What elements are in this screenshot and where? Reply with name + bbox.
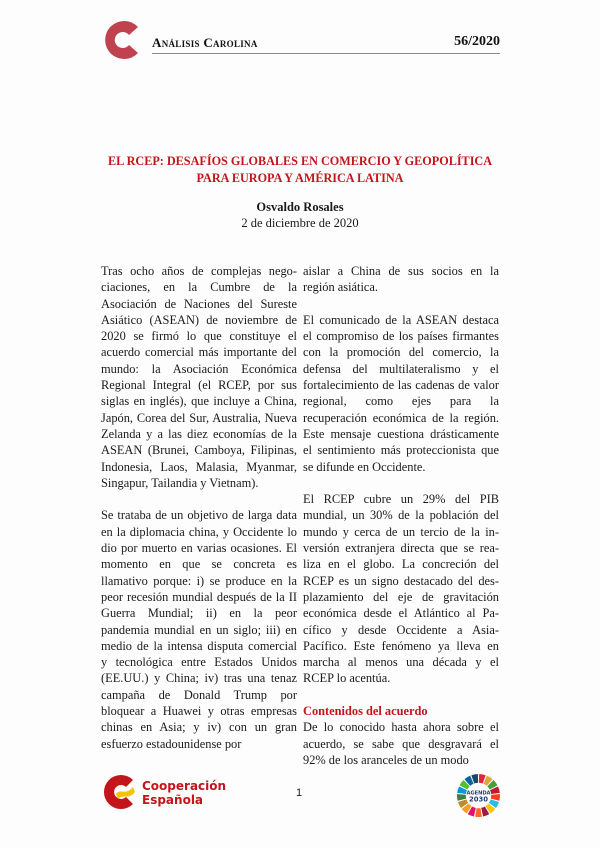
agenda-ring-segment [491, 794, 500, 801]
footer-brand [142, 779, 226, 807]
footer-brand-line-2: Española [142, 793, 204, 807]
issue-number: 56/2020 [454, 34, 500, 49]
footer-brand-line-1: Cooperación [142, 779, 227, 793]
publication-name: Análisis Carolina [152, 35, 258, 50]
author-name: Osvaldo Rosales [256, 200, 344, 214]
carolina-logo-icon [100, 18, 144, 62]
publication-date: 2 de diciembre de 2020 [241, 216, 359, 230]
page-header [152, 33, 500, 54]
agenda-ring-segment [475, 808, 482, 817]
agenda-year: 2030 [468, 795, 489, 804]
cooperacion-espanola-logo-icon [100, 772, 140, 812]
left-column [101, 263, 297, 752]
page-number: 1 [296, 787, 303, 799]
paragraph: Se trataba de un objetivo de larga data en la diplomacia china, y Occidente lo dio por muerto en varias ocasiones. El momento en que se concreta es llamativo porque: i) se produce en la peor recesión mundial después de la II Guerra Mundial; ii) en la peor pandemia mundial en un siglo; iii) en medio de la intensa disputa comercial y tecnológica entre Estados Unidos (EE.UU.) y China; iv) tras una tenaz campaña de Donald Trump por bloquear a Huawei y otras empresas chinas en Asia; y iv) con un gran esfuerzo estadounidense por [101, 508, 297, 751]
section-heading: Contenidos del acuerdo [303, 704, 428, 719]
title-line-1: EL RCEP: DESAFÍOS GLOBALES EN COMERCIO Y GEOPOLÍTICA [107, 154, 493, 168]
paragraph: El comunicado de la ASEAN destaca el compromiso de los países firmantes con la promoción del comercio, la defensa del multilateralismo y el fortalecimiento de las cadenas de valor regional, como ejes para la recuperación económica de la región. Este mensaje cuestiona drásticamente el sentimiento más proteccionista que se difunde en Occidente. [303, 312, 499, 474]
title-line-2: PARA EUROPA Y AMÉRICA LATINA [196, 171, 404, 185]
paragraph: El RCEP cubre un 29% del PIB mundial, un 30% de la población del mundo y cerca de un tercio de la inversión extranjera directa que se realiza en el globo. La concreción del RCEP es un signo destacado del desplazamiento del eje de gravitación económica desde el Atlántico al Pacífico y desde Occidente a Asia-Pacífico. Este fenómeno ya lleva en marcha al menos una década y el RCEP lo acentúa. [303, 492, 499, 686]
agenda-label: AGENDA [466, 790, 491, 797]
right-column [303, 263, 499, 768]
article-title [100, 153, 500, 187]
paragraph: aislar a China de sus socios en la región asiática. [303, 264, 499, 295]
paragraph: Tras ocho años de complejas negociaciones, en la Cumbre de la Asociación de Naciones del Sureste Asiático (ASEAN) de noviembre de 2020 se firmó lo que constituye el acuerdo comercial más importante del mundo: la Asociación Económica Regional Integral (el RCEP, por sus siglas en inglés), que incluye a China, Japón, Corea del Sur, Australia, Nueva Zelanda y a las diez economías de la ASEAN (Brunei, Camboya, Filipinas, Indonesia, Laos, Malasia, Myanmar, Singapur, Tailandia y Vietnam). [101, 264, 297, 490]
agenda-2030-icon [456, 773, 501, 818]
agenda-ring-segment [457, 794, 466, 801]
paragraph: De lo conocido hasta ahora sobre el acuerdo, se sabe que desgravará el 92% de los aranceles de un modo [303, 720, 499, 767]
